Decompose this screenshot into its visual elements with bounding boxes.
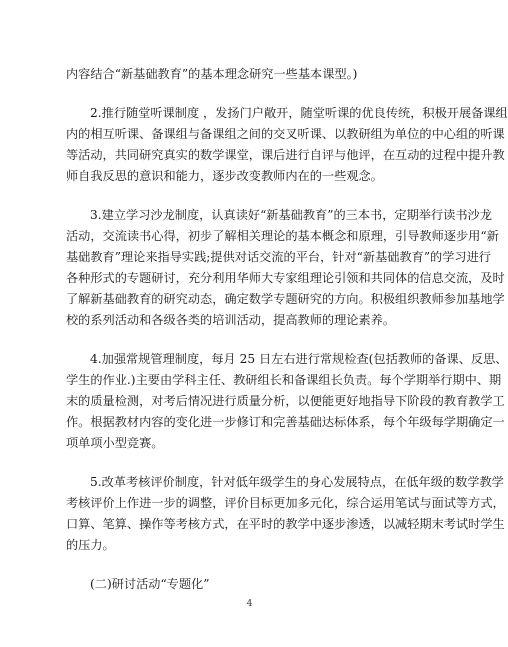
text-line: 2.推行随堂听课制度 ，发扬门户敞开，随堂听课的优良传统，积极开展备课组 — [90, 106, 508, 120]
text-line: 作。根据教材内容的变化进一步修订和完善基础达标体系，每个年级每学期确定一 — [66, 415, 505, 429]
text-line: 项单项小型竞赛。 — [66, 436, 164, 450]
text-line: 基础教育”理论来指导实践;提供对话交流的平台，针对“新基础教育”的学习进行 — [66, 250, 491, 264]
text-line: 口算、笔算、操作等考核方式，在平时的教学中逐步渗透，以减轻期末考试时学生 — [66, 517, 505, 531]
text-line: 4.加强常规管理制度，每月 25 日左右进行常规检查(包括教师的备课、反思、 — [90, 352, 508, 366]
text-line: 考核评价上作进一步的调整，评价目标更加多元化，综合运用笔试与面试等方式， — [66, 496, 505, 510]
text-line: 3.建立学习沙龙制度，认真读好“新基础教育”的三本书，定期举行读书沙龙 — [90, 208, 492, 222]
text-line: 的压力。 — [66, 538, 115, 552]
text-line: 活动，交流读书心得，初步了解相关理论的基本概念和原理，引导教师逐步用“新 — [66, 229, 499, 243]
text-line: 师自我反思的意识和能力，逐步改变教师内在的一些观念。 — [66, 169, 383, 183]
text-line: 各种形式的专题研讨，充分利用华师大专家组理论引领和共同体的信息交流，及时 — [66, 271, 505, 285]
text-line: 校的系列活动和各级各类的培训活动，提高教师的理论素养。 — [66, 313, 396, 327]
text-line: 末的质量检测，对考后情况进行质量分析，以便能更好地指导下阶段的教育教学工 — [66, 394, 505, 408]
page-number: 4 — [246, 599, 253, 609]
text-line: 内的相互听课、备课组与备课组之间的交叉听课、以教研组为单位的中心组的听课 — [66, 127, 505, 141]
text-line: 学生的作业.)主要由学科主任、教研组长和备课组长负责。每个学期举行期中、期 — [66, 373, 502, 387]
text-line: 等活动，共同研究真实的数学课堂，课后进行自评与他评，在互动的过程中提升教 — [66, 148, 505, 162]
text-line: 内容结合“新基础教育”的基本理念研究一些基本课型。) — [66, 67, 358, 81]
section-heading: (二)研讨活动“专题化” — [90, 577, 210, 591]
text-line: 5.改革考核评价制度，针对低年级学生的身心发展特点，在低年级的数学教学 — [90, 475, 504, 489]
text-line: 了解新基础教育的研究动态，确定数学专题研究的方向。积极组织教师参加基地学 — [66, 292, 505, 306]
